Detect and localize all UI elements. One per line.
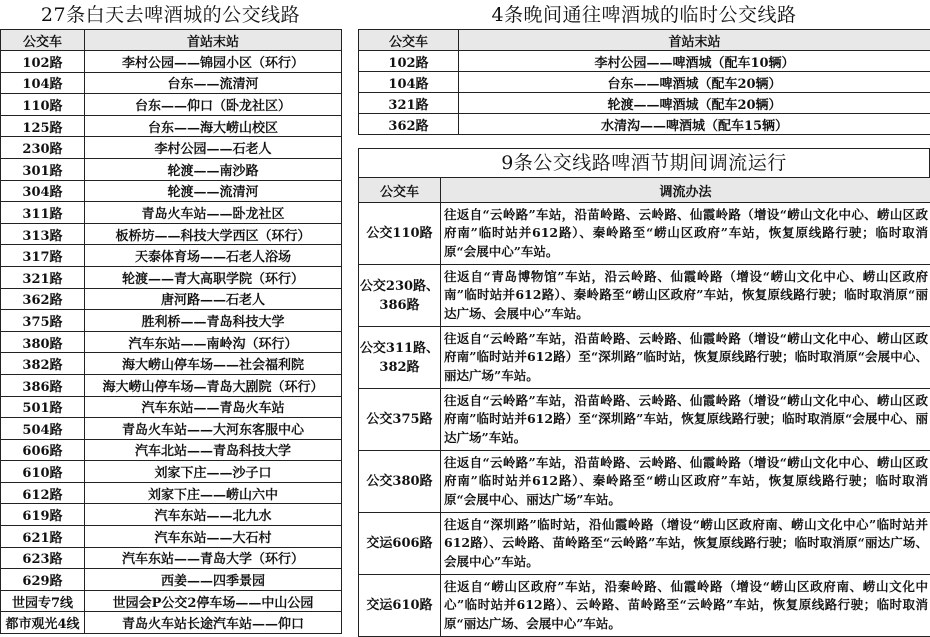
- route-number: 311路: [1, 202, 85, 224]
- table-row: [1, 158, 342, 180]
- route-number: 都市观光4线: [1, 612, 85, 634]
- diversion-routes-panel: [358, 146, 930, 637]
- diversion-method: 往返自“深圳路”临时站，沿仙霞岭路（增设“崂山区政府南、崂山文化中心”临时站并612路）、云岭路、苗岭路至“云岭路”车站，恢复原线路行驶；临时取消原“丽达广场、会展中心”车站。: [441, 513, 930, 575]
- route-number: 629路: [1, 569, 85, 591]
- route-stations: 汽车东站——青岛大学（环行）: [85, 547, 342, 569]
- table-row: [359, 513, 930, 575]
- route-stations: 轮渡——流清河: [85, 180, 342, 202]
- diversion-method: 往返自“云岭路”车站，沿苗岭路、云岭路、仙霞岭路（增设“崂山文化中心、崂山区政府南”临时站并612路）、秦岭路至“崂山区政府”车站，恢复原线路行驶；临时取消原“会展中心”车站。: [441, 203, 930, 265]
- route-stations: 汽车东站——北九水: [85, 504, 342, 526]
- evening-routes-panel: [358, 0, 930, 140]
- table-row: [1, 353, 342, 375]
- route-number: 交运606路: [359, 513, 441, 575]
- route-stations: 板桥坊——科技大学西区（环行）: [85, 223, 342, 245]
- route-stations: 李村公园——石老人: [85, 137, 342, 159]
- route-number: 313路: [1, 223, 85, 245]
- route-stations: 轮渡——青大高职学院（环行）: [85, 266, 342, 288]
- route-stations: 台东——海大崂山校区: [85, 115, 342, 137]
- diversion-method: 往返自“崂山区政府”车站，沿秦岭路、仙霞岭路（增设“崂山区政府南、崂山文化中心”临时站并612路）、云岭路、苗岭路至“云岭路”车站，恢复原线路行驶；临时取消原“丽达广场、会展中心”车站。: [441, 575, 930, 637]
- table-row: [1, 374, 342, 396]
- route-stations: 汽车东站——大石村: [85, 526, 342, 548]
- route-number: 102路: [359, 51, 459, 72]
- route-number: 382路: [1, 353, 85, 375]
- diversion-method: 往返自“云岭路”车站，沿苗岭路、云岭路、仙霞岭路（增设“崂山文化中心、崂山区政府南”临时站并612路）至“深圳路”临时站，恢复原线路行驶；临时取消原“会展中心、丽达广场”车站。: [441, 327, 930, 389]
- route-stations: 青岛火车站长途汽车站——仰口: [85, 612, 342, 634]
- table-row: [359, 327, 930, 389]
- evening-header-row: [359, 30, 930, 51]
- route-number: 公交375路: [359, 389, 441, 451]
- route-number: 386路: [1, 374, 85, 396]
- diversion-routes-table: [358, 177, 930, 637]
- route-number: 380路: [1, 331, 85, 353]
- daytime-header-bus: 公交车: [1, 30, 85, 51]
- table-row: [1, 223, 342, 245]
- route-stations: 海大崂山停车场——社会福利院: [85, 353, 342, 375]
- route-number: 104路: [359, 72, 459, 93]
- table-row: [1, 461, 342, 483]
- evening-header-bus: 公交车: [359, 30, 459, 51]
- table-row: [1, 72, 342, 94]
- route-number: 104路: [1, 72, 85, 94]
- route-stations: 刘家下庄——崂山六中: [85, 482, 342, 504]
- table-row: [359, 93, 930, 114]
- evening-routes-title: 4条晚间通往啤酒城的临时公交线路: [491, 4, 797, 26]
- table-row: [1, 439, 342, 461]
- table-row: [1, 266, 342, 288]
- route-stations: 李村公园——锦园小区（环行）: [85, 51, 342, 73]
- table-row: [1, 547, 342, 569]
- route-number: 321路: [1, 266, 85, 288]
- route-number: 公交110路: [359, 203, 441, 265]
- route-stations: 轮渡——啤酒城（配车20辆）: [459, 93, 930, 114]
- table-row: [1, 310, 342, 332]
- route-number: 102路: [1, 51, 85, 73]
- route-number: 317路: [1, 245, 85, 267]
- route-stations: 刘家下庄——沙子口: [85, 461, 342, 483]
- diversion-method: 往返自“云岭路”车站，沿苗岭路、云岭路、仙霞岭路（增设“崂山文化中心、崂山区政府南”临时站并612路）、秦岭路至“崂山区政府”车站，恢复原线路行驶；临时取消原“会展中心、丽达广场”车站。: [441, 451, 930, 513]
- table-row: [359, 51, 930, 72]
- daytime-routes-title: 27条白天去啤酒城的公交线路: [40, 4, 301, 26]
- route-stations: 青岛火车站——大河东客服中心: [85, 418, 342, 440]
- route-number: 362路: [1, 288, 85, 310]
- route-stations: 唐河路——石老人: [85, 288, 342, 310]
- route-stations: 台东——啤酒城（配车20辆）: [459, 72, 930, 93]
- route-number: 304路: [1, 180, 85, 202]
- route-number: 610路: [1, 461, 85, 483]
- route-stations: 台东——流清河: [85, 72, 342, 94]
- route-number: 交运610路: [359, 575, 441, 637]
- route-number: 公交380路: [359, 451, 441, 513]
- table-row: [1, 482, 342, 504]
- route-stations: 世园会P公交2停车场——中山公园: [85, 590, 342, 612]
- route-stations: 汽车东站——南岭沟（环行）: [85, 331, 342, 353]
- route-number: 606路: [1, 439, 85, 461]
- route-number: 501路: [1, 396, 85, 418]
- route-stations: 胜利桥——青岛科技大学: [85, 310, 342, 332]
- diversion-header-method: 调流办法: [441, 178, 930, 203]
- table-row: [1, 115, 342, 137]
- route-number: 619路: [1, 504, 85, 526]
- route-stations: 水清沟——啤酒城（配车15辆）: [459, 114, 930, 135]
- daytime-header-row: [1, 30, 342, 51]
- table-row: [1, 331, 342, 353]
- table-row: [359, 203, 930, 265]
- table-row: [1, 180, 342, 202]
- table-row: [1, 590, 342, 612]
- route-number: 230路: [1, 137, 85, 159]
- route-number: 110路: [1, 94, 85, 116]
- route-number: 612路: [1, 482, 85, 504]
- route-stations: 汽车北站——青岛科技大学: [85, 439, 342, 461]
- table-row: [1, 202, 342, 224]
- daytime-routes-table: [0, 29, 342, 634]
- table-row: [359, 575, 930, 637]
- route-number: 公交230路、386路: [359, 265, 441, 327]
- table-row: [359, 389, 930, 451]
- table-row: [1, 137, 342, 159]
- table-row: [1, 288, 342, 310]
- route-number: 321路: [359, 93, 459, 114]
- table-row: [1, 418, 342, 440]
- evening-header-stations: 首站末站: [459, 30, 930, 51]
- table-row: [1, 51, 342, 73]
- daytime-routes-panel: [0, 0, 341, 637]
- table-row: [359, 265, 930, 327]
- route-number: 125路: [1, 115, 85, 137]
- diversion-header-bus: 公交车: [359, 178, 441, 203]
- route-number: 375路: [1, 310, 85, 332]
- route-stations: 轮渡——南沙路: [85, 158, 342, 180]
- diversion-routes-title: 9条公交线路啤酒节期间调流运行: [358, 148, 930, 177]
- route-number: 301路: [1, 158, 85, 180]
- table-row: [359, 451, 930, 513]
- route-stations: 汽车东站——青岛火车站: [85, 396, 342, 418]
- table-row: [359, 72, 930, 93]
- table-row: [1, 504, 342, 526]
- table-row: [1, 612, 342, 634]
- route-number: 362路: [359, 114, 459, 135]
- route-stations: 西姜——四季景园: [85, 569, 342, 591]
- route-stations: 青岛火车站——卧龙社区: [85, 202, 342, 224]
- route-number: 623路: [1, 547, 85, 569]
- table-row: [1, 396, 342, 418]
- route-stations: 台东——仰口（卧龙社区）: [85, 94, 342, 116]
- table-row: [359, 114, 930, 135]
- route-stations: 李村公园——啤酒城（配车10辆）: [459, 51, 930, 72]
- table-row: [1, 245, 342, 267]
- route-stations: 天泰体育场——石老人浴场: [85, 245, 342, 267]
- table-row: [1, 526, 342, 548]
- route-number: 世园专7线: [1, 590, 85, 612]
- route-stations: 海大崂山停车场—青岛大剧院（环行）: [85, 374, 342, 396]
- diversion-method: 往返自“云岭路”车站，沿苗岭路、云岭路、仙霞岭路（增设“崂山文化中心、崂山区政府南”临时站并612路）至“深圳路”车站，恢复原线路行驶；临时取消原“会展中心、丽达广场”车站。: [441, 389, 930, 451]
- route-number: 621路: [1, 526, 85, 548]
- daytime-header-stations: 首站末站: [85, 30, 342, 51]
- route-number: 公交311路、382路: [359, 327, 441, 389]
- evening-routes-table: [358, 29, 930, 135]
- table-row: [1, 569, 342, 591]
- diversion-header-row: [359, 178, 930, 203]
- diversion-method: 往返自“青岛博物馆”车站，沿云岭路、仙霞岭路（增设“崂山文化中心、崂山区政府南”临时站并612路）、秦岭路至“崂山区政府”车站，恢复原线路行驶；临时取消原“丽达广场、会展中心”车站。: [441, 265, 930, 327]
- route-number: 504路: [1, 418, 85, 440]
- table-row: [1, 94, 342, 116]
